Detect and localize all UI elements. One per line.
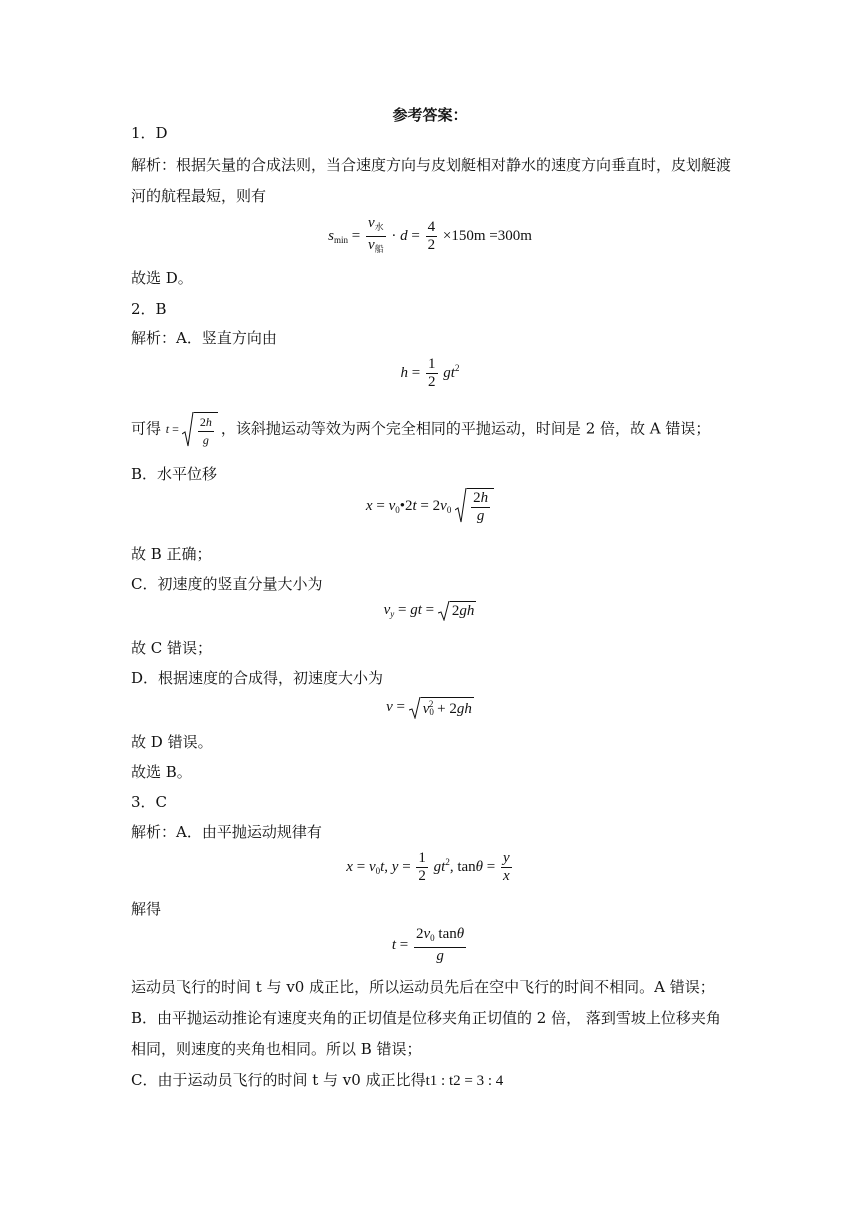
q2-equation-vy: $v_y$ = gt = 2gh xyxy=(383,601,475,619)
q3-equation-motion: $x = v_0t$, y = $\frac{1}{2}$ $gt^2$, tanθ = $\frac{y}{x}$ xyxy=(346,850,510,884)
q2-equation-x: $x = v_0•2t = 2v_0$ $\frac{2h}{g}$ xyxy=(0,488,860,525)
q2-final: 故选 B。 xyxy=(131,763,192,781)
q2-analysis: 解析：A．竖直方向由 xyxy=(131,329,277,347)
q2-line-d: D．根据速度的合成得，初速度大小为 xyxy=(131,669,384,687)
q1-analysis-line1: 解析：根据矢量的合成法则，当合速度方向与皮划艇相对静水的速度方向垂直时，皮划艇渡 xyxy=(131,156,732,174)
q1-answer: 1．D xyxy=(131,124,168,142)
q1-conclusion: 故选 D。 xyxy=(131,269,193,287)
q3-line-c: C．由于运动员飞行的时间 t 与 v0 成正比得t1 : t2 = 3 : 4 xyxy=(131,1071,504,1089)
q3-solve: 解得 xyxy=(131,900,162,918)
q2-conclusion-d: 故 D 错误。 xyxy=(131,733,213,751)
q3-line-b2: 相同，则速度的夹角也相同。所以 B 错误； xyxy=(131,1040,422,1058)
q2-line-b: B．水平位移 xyxy=(131,465,218,483)
q1-equation: $s_{min}$ = $\frac{v_水}{v_船}$ · d = $\frac{4}{2}$ ×150m =300m xyxy=(328,215,532,254)
q2-line-c: C．初速度的竖直分量大小为 xyxy=(131,575,323,593)
q3-line-b1: B．由平抛运动推论有速度夹角的正切值是位移夹角正切值的 2 倍， 落到雪坡上位移夹角 xyxy=(131,1009,721,1027)
q1-analysis-line2: 河的航程最短，则有 xyxy=(131,187,267,205)
q3-equation-t: t = $\frac{2v_0 \tan\theta}{g}$ xyxy=(391,926,465,964)
q3-line-a: 运动员飞行的时间 t 与 v0 成正比，所以运动员先后在空中飞行的时间不相同。A 错误； xyxy=(131,978,715,996)
q2-answer: 2．B xyxy=(131,300,167,318)
q2-equation-height: h = $\frac{1}{2}$ $gt^2$ xyxy=(400,356,460,390)
q3-ratio: t1 : t2 = 3 : 4 xyxy=(425,1073,504,1089)
q3-analysis: 解析：A．由平抛运动规律有 xyxy=(131,823,322,841)
q3-answer: 3．C xyxy=(131,793,168,811)
page-title: 参考答案： xyxy=(392,106,468,124)
q2-equation-v: v = $v_0^2 + 2gh$ xyxy=(386,698,472,717)
q2-conclusion-b: 故 B 正确； xyxy=(131,545,212,563)
q2-line-a: 可得 t = $\frac{2h}{g}$ ，该斜抛运动等效为两个完全相同的平抛运动，时间是 2 倍，故 A 错误； xyxy=(131,412,710,449)
q2-conclusion-c: 故 C 错误； xyxy=(131,639,213,657)
